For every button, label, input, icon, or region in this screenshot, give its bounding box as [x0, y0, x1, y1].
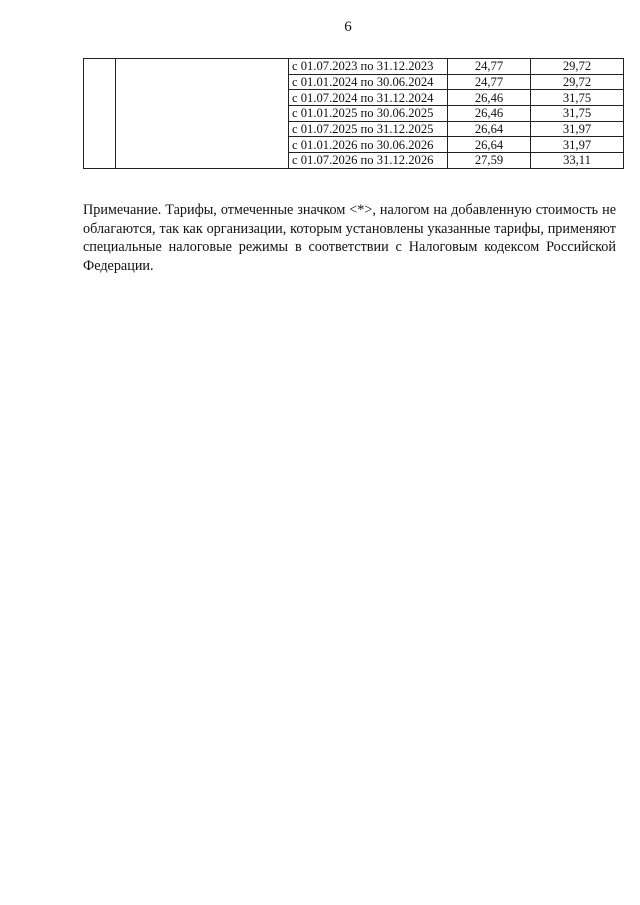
- period-cell: с 01.01.2024 по 30.06.2024: [289, 74, 448, 90]
- period-cell: с 01.01.2025 по 30.06.2025: [289, 106, 448, 122]
- tariff-value-vat-cell: 31,75: [531, 106, 624, 122]
- note-paragraph: Примечание. Тарифы, отмеченные значком <*>, налогом на добавленную стоимость не облагаются, так как организации, которым установлены указанные тарифы, применяют специальные налоговые режимы в соответствии с Налоговым кодексом Российской Федерации.: [83, 202, 616, 274]
- tariff-table-body: [84, 59, 624, 169]
- tariff-value-vat-cell: 31,75: [531, 90, 624, 106]
- tariff-value-vat-cell: 29,72: [531, 59, 624, 75]
- tariff-value-vat-cell: 33,11: [531, 153, 624, 169]
- tariff-value-cell: 26,64: [448, 137, 531, 153]
- tariff-value-cell: 26,64: [448, 121, 531, 137]
- period-cell: с 01.07.2023 по 31.12.2023: [289, 59, 448, 75]
- tariff-value-cell: 26,46: [448, 90, 531, 106]
- period-cell: с 01.07.2025 по 31.12.2025: [289, 121, 448, 137]
- period-cell: с 01.07.2026 по 31.12.2026: [289, 153, 448, 169]
- tariff-value-cell: 24,77: [448, 74, 531, 90]
- tariff-value-vat-cell: 31,97: [531, 121, 624, 137]
- tariff-value-cell: 24,77: [448, 59, 531, 75]
- table-row: [84, 59, 624, 75]
- tariff-value-cell: 26,46: [448, 106, 531, 122]
- merged-empty-cell-name: [116, 59, 289, 169]
- period-cell: с 01.07.2024 по 31.12.2024: [289, 90, 448, 106]
- page-number: 6: [344, 19, 352, 35]
- tariff-table: [83, 58, 624, 169]
- merged-empty-cell-number: [84, 59, 116, 169]
- tariff-value-cell: 27,59: [448, 153, 531, 169]
- tariff-value-vat-cell: 29,72: [531, 74, 624, 90]
- tariff-value-vat-cell: 31,97: [531, 137, 624, 153]
- period-cell: с 01.01.2026 по 30.06.2026: [289, 137, 448, 153]
